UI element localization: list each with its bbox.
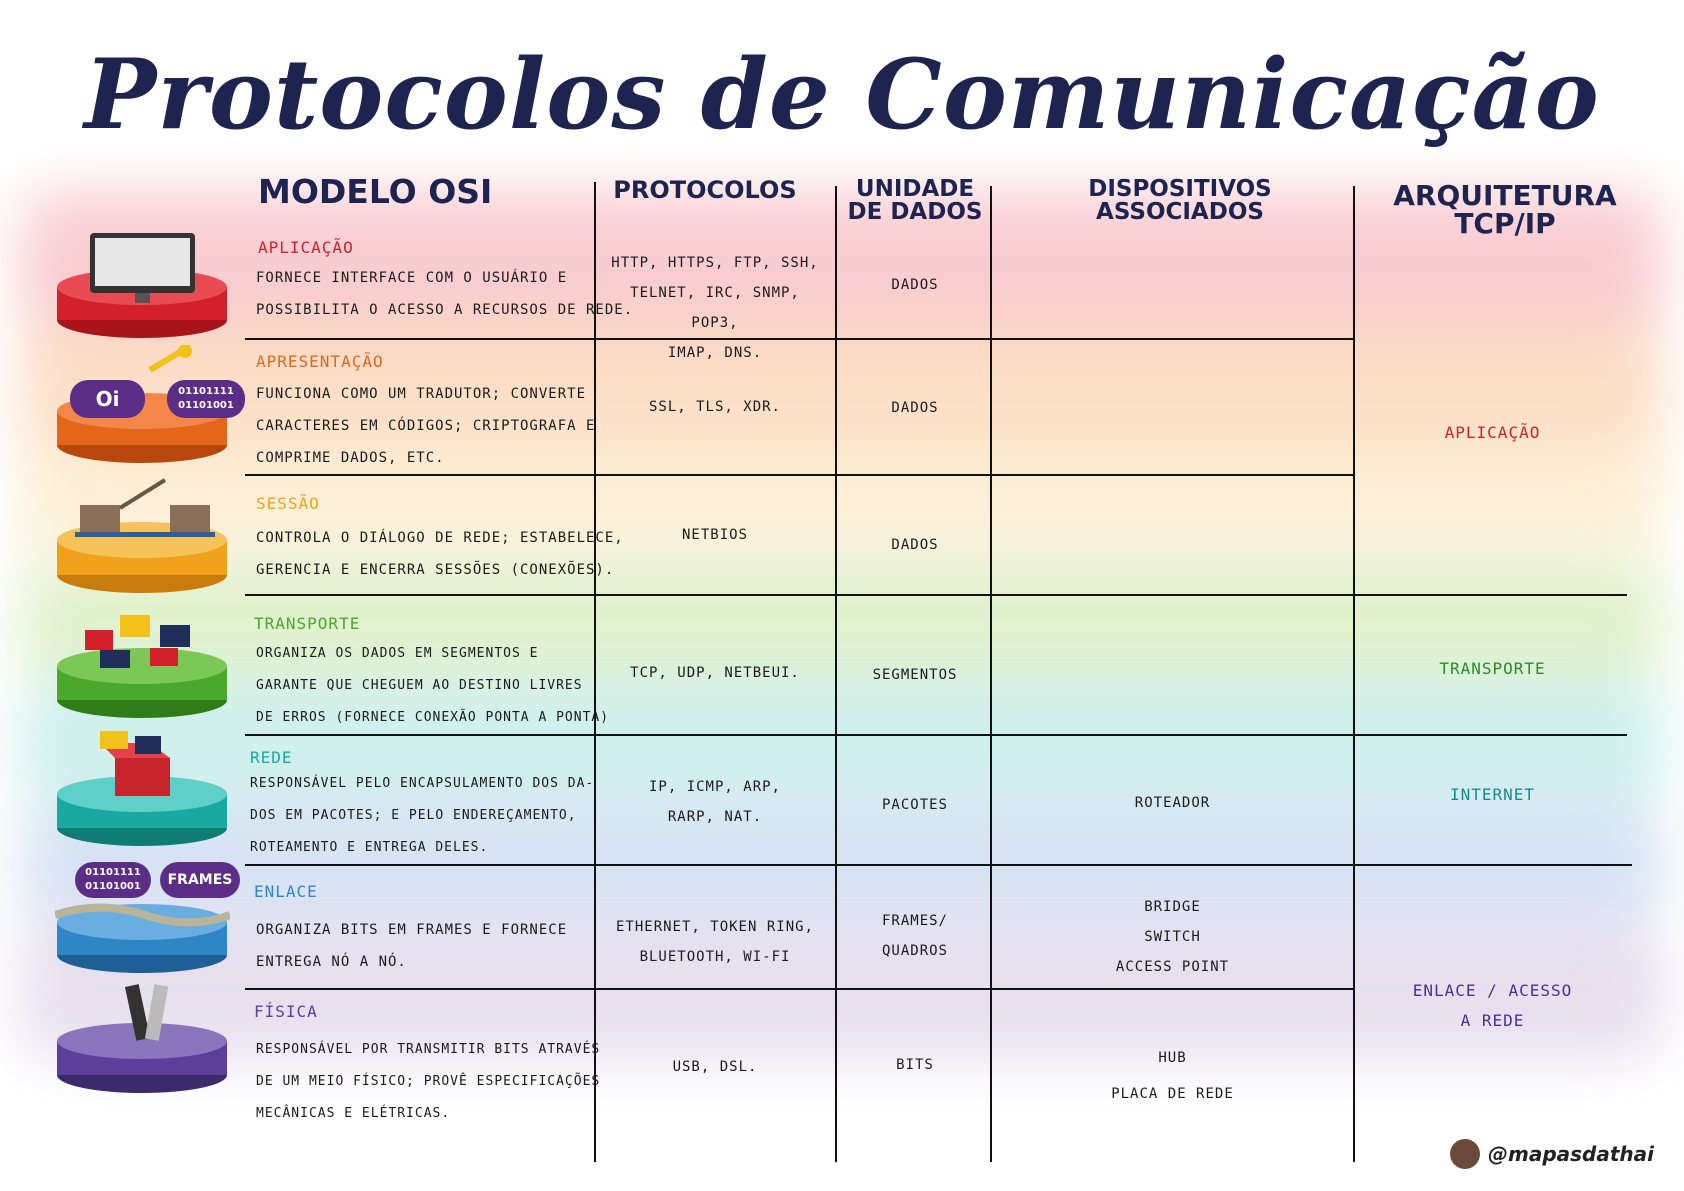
protocols-cell: USB, DSL.	[672, 1059, 758, 1075]
layer-icon-transporte	[55, 600, 230, 725]
binary-line1: 01101111	[178, 386, 234, 397]
author-handle[interactable]	[1450, 1139, 1654, 1169]
header-unit	[840, 178, 990, 224]
speech-bubble-oi: Oi	[70, 380, 145, 418]
header-unit-line1: UNIDADE	[855, 176, 975, 202]
protocols-cell: IP, ICMP, ARP, RARP, NAT.	[648, 779, 781, 825]
desc-line: DE ERROS (FORNECE CONEXÃO PONTA A PONTA)	[256, 710, 610, 725]
grid-hline-6	[245, 988, 1353, 990]
tcpip-aplicacao: APLICAÇÃO	[1444, 423, 1541, 442]
desc-line: ORGANIZA BITS EM FRAMES E FORNECE	[256, 922, 568, 938]
protocols-cell: NETBIOS	[681, 527, 748, 543]
grid-vline-2	[835, 186, 837, 1162]
header-devices	[1060, 178, 1300, 224]
layer-name: APLICAÇÃO	[258, 238, 354, 257]
protocols-cell: TCP, UDP, NETBEUI.	[630, 665, 800, 681]
desc-line: RESPONSÁVEL PELO ENCAPSULAMENTO DOS DA-	[250, 776, 595, 791]
speech-bubble-binary-enlace	[75, 862, 151, 898]
desc-line: ROTEAMENTO E ENTREGA DELES.	[250, 840, 489, 855]
desc-line: COMPRIME DADOS, ETC.	[256, 450, 445, 466]
unit-cell: DADOS	[891, 277, 939, 293]
desc-line: DOS EM PACOTES; E PELO ENDEREÇAMENTO,	[250, 808, 577, 823]
layer-name: APRESENTAÇÃO	[256, 352, 384, 371]
unit-cell: BITS	[896, 1057, 934, 1073]
author-handle-text: @mapasdathai	[1487, 1142, 1654, 1166]
header-tcpip-line1: ARQUITETURA	[1393, 179, 1617, 212]
desc-line: FUNCIONA COMO UM TRADUTOR; CONVERTE	[256, 386, 587, 402]
binary-enlace-line1: 01101111	[85, 867, 141, 878]
desc-line: CONTROLA O DIÁLOGO DE REDE; ESTABELECE,	[256, 530, 624, 546]
binary-enlace-line2: 01101001	[85, 881, 141, 892]
layer-description	[256, 914, 567, 978]
header-devices-line2: ASSOCIADOS	[1096, 199, 1264, 225]
grid-hline-2	[245, 474, 1353, 476]
layer-name: FÍSICA	[254, 1002, 318, 1021]
desc-line: ORGANIZA OS DADOS EM SEGMENTOS E	[256, 646, 539, 661]
header-protocols: PROTOCOLOS	[613, 176, 797, 204]
layer-name: REDE	[250, 748, 293, 767]
binary-line2: 01101001	[178, 400, 234, 411]
grid-vline-4	[1353, 186, 1355, 1162]
layer-icon-sessao	[55, 470, 230, 600]
desc-line: POSSIBILITA O ACESSO A RECURSOS DE REDE.	[256, 302, 634, 318]
header-unit-line2: DE DADOS	[847, 199, 983, 225]
desc-line: DE UM MEIO FÍSICO; PROVÊ ESPECIFICAÇÕES	[256, 1074, 601, 1089]
header-tcpip	[1380, 179, 1630, 240]
devices-cell: ROTEADOR	[1134, 795, 1211, 811]
layer-description	[256, 522, 624, 586]
header-tcpip-line2: TCP/IP	[1454, 207, 1556, 240]
layer-icon-fisica	[55, 975, 230, 1100]
speech-bubble-frames: FRAMES	[160, 862, 240, 898]
devices-cell: HUB PLACA DE REDE	[1111, 1050, 1234, 1102]
layer-description	[256, 378, 595, 474]
desc-line: GARANTE QUE CHEGUEM AO DESTINO LIVRES	[256, 678, 583, 693]
layer-icon-rede	[55, 728, 230, 853]
protocols-cell: SSL, TLS, XDR.	[648, 399, 781, 415]
header-osi: MODELO OSI	[258, 172, 493, 211]
desc-line: FORNECE INTERFACE COM O USUÁRIO E	[256, 270, 568, 286]
layer-description	[250, 768, 594, 864]
avatar-icon	[1450, 1139, 1480, 1169]
layer-name: TRANSPORTE	[254, 614, 361, 633]
layer-icon-aplicacao	[55, 225, 230, 345]
header-devices-line1: DISPOSITIVOS	[1088, 176, 1272, 202]
speech-bubble-binary	[167, 380, 245, 418]
devices-cell: BRIDGE SWITCH ACCESS POINT	[1115, 899, 1230, 975]
unit-cell: PACOTES	[881, 797, 948, 813]
tcpip-enlace-acesso: ENLACE / ACESSO A REDE	[1412, 981, 1573, 1030]
layer-name: SESSÃO	[256, 494, 320, 513]
desc-line: CARACTERES EM CÓDIGOS; CRIPTOGRAFA E	[256, 418, 596, 434]
unit-cell: DADOS	[891, 537, 939, 553]
grid-hline-3	[245, 594, 1627, 596]
layer-description	[256, 1034, 600, 1130]
layer-description	[256, 638, 609, 734]
tcpip-internet: INTERNET	[1449, 785, 1536, 804]
tcpip-transporte: TRANSPORTE	[1439, 659, 1546, 678]
layer-name: ENLACE	[254, 882, 318, 901]
desc-line: ENTREGA NÓ A NÓ.	[256, 954, 407, 970]
desc-line: MECÂNICAS E ELÉTRICAS.	[256, 1106, 451, 1121]
grid-vline-3	[990, 186, 992, 1162]
page-title: Protocolos de Comunicação	[84, 38, 1600, 151]
layer-description	[256, 262, 633, 326]
desc-line: RESPONSÁVEL POR TRANSMITIR BITS ATRAVÉS	[256, 1042, 601, 1057]
protocols-cell: ETHERNET, TOKEN RING, BLUETOOTH, WI-FI	[615, 919, 814, 965]
grid-hline-5	[245, 864, 1632, 866]
unit-cell: DADOS	[891, 400, 939, 416]
grid-hline-4	[245, 734, 1627, 736]
unit-cell: SEGMENTOS	[872, 667, 958, 683]
protocols-cell: HTTP, HTTPS, FTP, SSH, TELNET, IRC, SNMP, POP3, IMAP, DNS.	[611, 255, 819, 361]
unit-cell: FRAMES/ QUADROS	[881, 913, 948, 959]
desc-line: GERENCIA E ENCERRA SESSÕES (CONEXÕES).	[256, 562, 615, 578]
